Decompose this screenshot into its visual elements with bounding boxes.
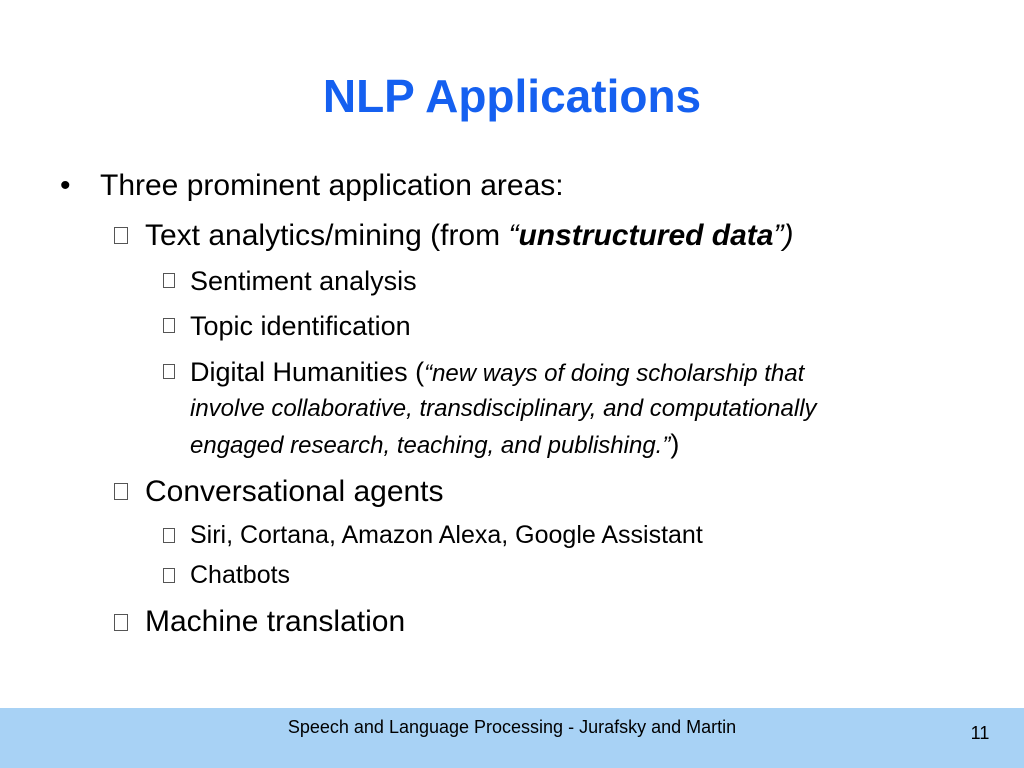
bullet-chatbots: Chatbots [190,561,291,589]
bullet-text-analytics [145,218,793,254]
box-bullet-icon [114,614,128,631]
digital-humanities-prefix: Digital Humanities ( [190,357,425,387]
footer-text: Speech and Language Processing - Jurafsky and Martin [287,717,737,737]
box-bullet-icon [114,227,128,244]
bullet-dot: • [60,169,71,202]
digital-humanities-close-paren: ) [670,429,680,459]
close-quote-paren: ”) [773,219,794,252]
slide-title: NLP Applications [322,70,702,122]
box-bullet-icon [163,364,175,379]
digital-humanities-quote-line-3-wrap [190,428,679,465]
box-bullet-icon [163,318,175,333]
box-bullet-icon [163,528,175,543]
box-bullet-icon [114,483,128,500]
digital-humanities-quote-line-1: “new ways of doing scholarship that [424,360,805,387]
bullet-three-areas: Three prominent application areas: [100,169,564,202]
page-number: 11 [970,723,990,743]
digital-humanities-quote-line-2: involve collaborative, transdisciplinary, and computationally [190,395,817,422]
box-bullet-icon [163,568,175,583]
digital-humanities-quote-line-3: engaged research, teaching, and publishing.” [190,432,671,459]
bullet-sentiment-analysis: Sentiment analysis [190,266,417,296]
bullet-conversational-agents: Conversational agents [145,475,444,508]
unstructured-data-emphasis: unstructured data [518,219,774,252]
bullet-topic-identification: Topic identification [190,311,411,341]
bullet-machine-translation: Machine translation [145,605,406,638]
bullet-digital-humanities [190,356,804,390]
text-analytics-prefix: Text analytics/mining (from [145,219,509,252]
box-bullet-icon [163,273,175,288]
open-quote: “ [508,219,519,252]
bullet-assistants: Siri, Cortana, Amazon Alexa, Google Assistant [190,521,703,549]
